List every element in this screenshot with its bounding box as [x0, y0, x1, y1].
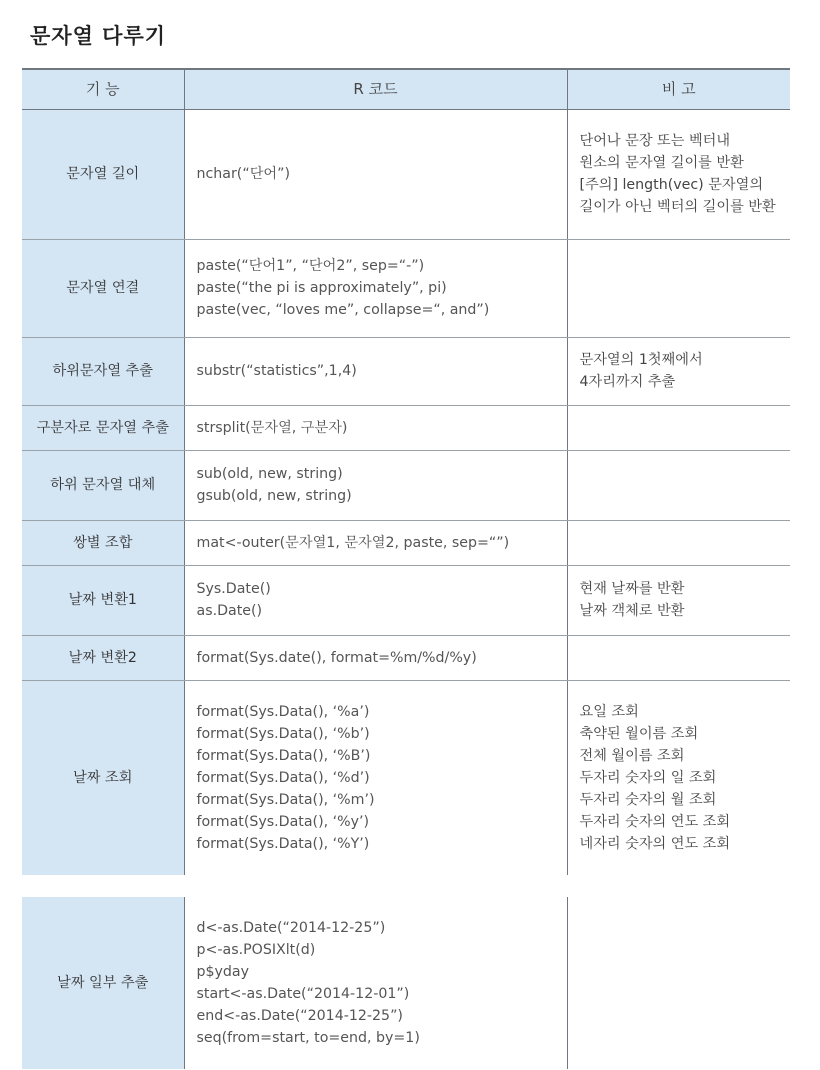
code-line: paste(“단어1”, “단어2”, sep=“-”): [196, 258, 425, 274]
table-row: [22, 109, 790, 239]
feature-cell: 날짜 일부 추출: [22, 897, 184, 1069]
table-row: [22, 565, 790, 635]
code-line: nchar(“단어”): [196, 166, 290, 182]
code-cell: [184, 405, 567, 450]
note-cell: [567, 239, 790, 337]
code-cell: [184, 680, 567, 875]
code-cell: [184, 520, 567, 565]
code-line: format(Sys.Data(), ‘%B’): [196, 747, 371, 764]
note-cell: [567, 337, 790, 405]
code-line: format(Sys.date(), format=%m/%d/%y): [196, 649, 477, 666]
table-row: [22, 635, 790, 680]
note-cell: [567, 565, 790, 635]
note-cell: [567, 450, 790, 520]
feature-cell: 문자열 연결: [22, 239, 184, 337]
code-line: seq(from=start, to=end, by=1): [196, 1030, 420, 1046]
code-line: format(Sys.Data(), ‘%Y’): [196, 835, 370, 852]
note-cell: [567, 520, 790, 565]
note-line: 길이가 아닌 벡터의 길이를 반환: [579, 199, 776, 215]
table-row: [22, 450, 790, 520]
code-line: p$yday: [196, 964, 250, 980]
date-extract-table: [22, 897, 790, 1069]
table-row: [22, 897, 790, 1069]
note-line: 단어나 문장 또는 벡터내: [579, 133, 731, 149]
note-line: 4자리까지 추출: [579, 374, 676, 390]
note-line: 축약된 월이름 조회: [579, 725, 699, 742]
note-cell: [567, 109, 790, 239]
feature-cell: 날짜 변환1: [22, 565, 184, 635]
note-line: [주의] length(vec) 문자열의: [579, 177, 764, 193]
note-line: 원소의 문자열 길이를 반환: [579, 155, 744, 171]
note-line: 요일 조회: [579, 703, 639, 720]
code-line: paste(“the pi is approximately”, pi): [196, 280, 447, 296]
code-line: end<-as.Date(“2014-12-25”): [196, 1008, 403, 1024]
code-line: format(Sys.Data(), ‘%m’): [196, 791, 375, 808]
header-code: R 코드: [184, 69, 567, 109]
code-cell: [184, 450, 567, 520]
code-line: p<-as.POSIXlt(d): [196, 942, 316, 958]
note-line: 네자리 숫자의 연도 조회: [579, 835, 731, 852]
header-feature: 기 능: [22, 69, 184, 109]
code-cell: [184, 239, 567, 337]
code-line: gsub(old, new, string): [196, 488, 352, 504]
note-line: 두자리 숫자의 월 조회: [579, 791, 717, 808]
code-cell: [184, 897, 567, 1069]
feature-cell: 쌍별 조합: [22, 520, 184, 565]
table-row: [22, 520, 790, 565]
code-line: format(Sys.Data(), ‘%y’): [196, 813, 370, 830]
code-line: format(Sys.Data(), ‘%d’): [196, 769, 370, 786]
note-line: 전체 월이름 조회: [579, 747, 685, 764]
feature-cell: 하위 문자열 대체: [22, 450, 184, 520]
code-cell: [184, 109, 567, 239]
note-cell: [567, 405, 790, 450]
note-cell: [567, 680, 790, 875]
code-line: as.Date(): [196, 603, 263, 619]
feature-cell: 문자열 길이: [22, 109, 184, 239]
code-line: substr(“statistics”,1,4): [196, 363, 357, 379]
feature-cell: 구분자로 문자열 추출: [22, 405, 184, 450]
code-line: start<-as.Date(“2014-12-01”): [196, 986, 410, 1002]
code-cell: [184, 635, 567, 680]
code-line: mat<-outer(문자열1, 문자열2, paste, sep=“”): [196, 534, 510, 551]
note-cell: [567, 635, 790, 680]
code-line: Sys.Date(): [196, 581, 271, 597]
note-line: 문자열의 1첫째에서: [579, 352, 703, 368]
feature-cell: 날짜 변환2: [22, 635, 184, 680]
code-cell: [184, 337, 567, 405]
table-header-row: [22, 69, 790, 109]
note-line: 두자리 숫자의 연도 조회: [579, 813, 731, 830]
code-line: format(Sys.Data(), ‘%b’): [196, 725, 370, 742]
note-line: 두자리 숫자의 일 조회: [579, 769, 717, 786]
code-line: sub(old, new, string): [196, 466, 343, 482]
code-line: strsplit(문자열, 구분자): [196, 419, 348, 436]
code-line: format(Sys.Data(), ‘%a’): [196, 703, 370, 720]
table-row: [22, 239, 790, 337]
note-line: 날짜 객체로 반환: [579, 603, 685, 619]
table-row: [22, 337, 790, 405]
code-cell: [184, 565, 567, 635]
string-functions-table: [22, 68, 790, 875]
note-cell: [567, 897, 790, 1069]
table-row: [22, 405, 790, 450]
table-row: [22, 680, 790, 875]
feature-cell: 하위문자열 추출: [22, 337, 184, 405]
feature-cell: 날짜 조회: [22, 680, 184, 875]
header-note: 비 고: [567, 69, 790, 109]
page-title: 문자열 다루기: [30, 24, 167, 48]
code-line: paste(vec, “loves me”, collapse=“, and”): [196, 302, 490, 318]
note-line: 현재 날짜를 반환: [579, 581, 685, 597]
code-line: d<-as.Date(“2014-12-25”): [196, 920, 386, 936]
